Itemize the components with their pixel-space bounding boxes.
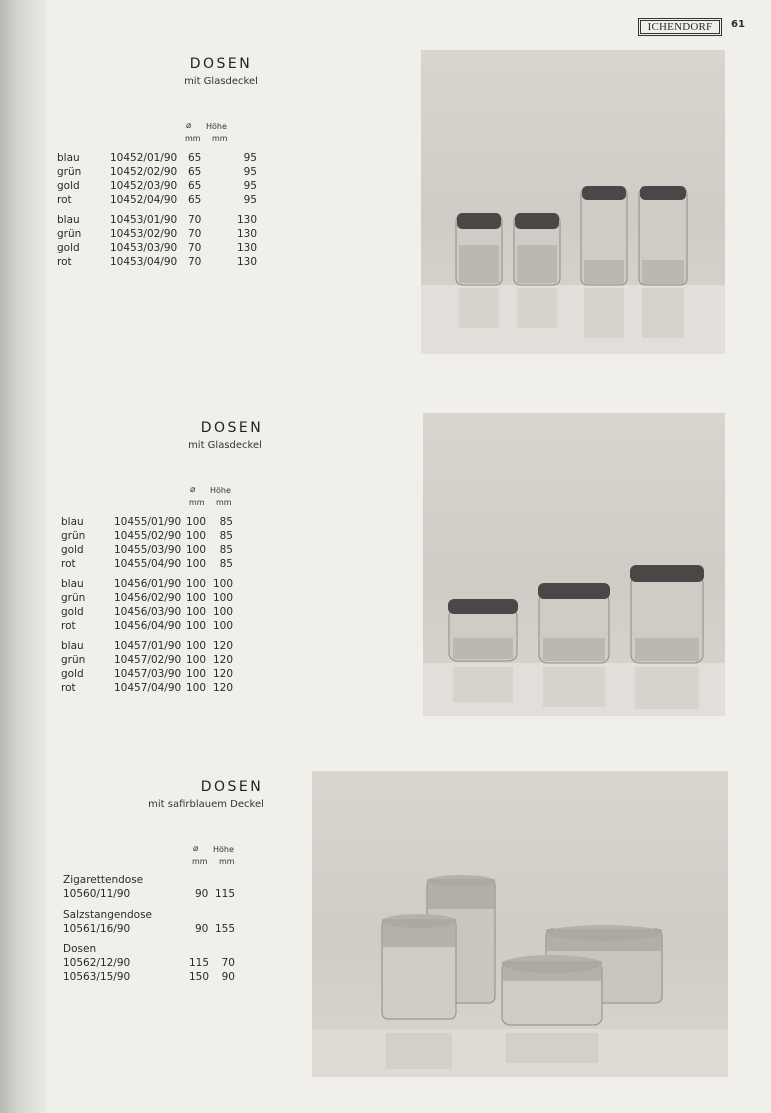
height-cell: 85 — [219, 558, 233, 570]
diameter-cell: 100 — [186, 682, 207, 694]
diameter-symbol: ⌀ — [193, 844, 199, 854]
height-cell: 95 — [243, 152, 257, 164]
height-column-header: Höhe — [213, 845, 234, 854]
diameter-unit: mm — [189, 498, 205, 507]
height-cell: 120 — [212, 682, 233, 694]
product-label: Zigarettendose — [63, 874, 144, 886]
diameter-cell: 90 — [195, 888, 209, 900]
diameter-cell: 100 — [186, 620, 207, 632]
height-cell: 130 — [236, 228, 257, 240]
section-subtitle: mit Glasdeckel — [184, 76, 258, 87]
color-cell: blau — [57, 152, 80, 164]
section-title: DOSEN — [200, 420, 264, 436]
code-cell: 10456/01/90 — [114, 578, 182, 590]
color-cell: blau — [61, 516, 84, 528]
diameter-symbol: ⌀ — [186, 121, 192, 131]
height-cell: 70 — [221, 957, 235, 969]
diameter-cell: 70 — [188, 256, 202, 268]
code-cell: 10452/01/90 — [110, 152, 178, 164]
code-cell: 10457/01/90 — [114, 640, 182, 652]
diameter-cell: 100 — [186, 668, 207, 680]
color-cell: grün — [61, 592, 86, 604]
height-cell: 85 — [219, 530, 233, 542]
section-title: DOSEN — [200, 779, 264, 795]
code-cell: 10456/04/90 — [114, 620, 182, 632]
diameter-cell: 100 — [186, 578, 207, 590]
diameter-cell: 100 — [186, 592, 207, 604]
brand-logo — [638, 18, 722, 36]
code-cell: 10561/16/90 — [63, 923, 131, 935]
height-cell: 95 — [243, 194, 257, 206]
section-title: DOSEN — [189, 56, 253, 72]
height-cell: 85 — [219, 544, 233, 556]
color-cell: rot — [57, 194, 72, 206]
product-photo-jars-glass-lids — [421, 50, 725, 354]
diameter-cell: 100 — [186, 606, 207, 618]
code-cell: 10456/03/90 — [114, 606, 182, 618]
color-cell: rot — [61, 558, 76, 570]
diameter-cell: 100 — [186, 544, 207, 556]
height-cell: 120 — [212, 668, 233, 680]
product-photo-blue-lid-canisters — [312, 771, 728, 1077]
code-cell: 10562/12/90 — [63, 957, 131, 969]
code-cell: 10457/02/90 — [114, 654, 182, 666]
code-cell: 10455/03/90 — [114, 544, 182, 556]
diameter-cell: 100 — [186, 640, 207, 652]
color-cell: gold — [61, 606, 84, 618]
code-cell: 10452/02/90 — [110, 166, 178, 178]
height-cell: 130 — [236, 214, 257, 226]
code-cell: 10457/04/90 — [114, 682, 182, 694]
height-cell: 115 — [214, 888, 235, 900]
height-cell: 130 — [236, 242, 257, 254]
section-subtitle: mit Glasdeckel — [188, 440, 262, 451]
diameter-cell: 70 — [188, 214, 202, 226]
product-label: Dosen — [63, 943, 97, 955]
code-cell: 10453/01/90 — [110, 214, 178, 226]
color-cell: rot — [61, 620, 76, 632]
color-cell: blau — [61, 640, 84, 652]
diameter-unit: mm — [192, 857, 208, 866]
color-cell: blau — [57, 214, 80, 226]
height-unit: mm — [219, 857, 235, 866]
color-cell: blau — [61, 578, 84, 590]
code-cell: 10455/04/90 — [114, 558, 182, 570]
color-cell: rot — [57, 256, 72, 268]
diameter-cell: 100 — [186, 654, 207, 666]
diameter-unit: mm — [185, 134, 201, 143]
code-cell: 10457/03/90 — [114, 668, 182, 680]
height-cell: 85 — [219, 516, 233, 528]
diameter-cell: 150 — [189, 971, 210, 983]
color-cell: grün — [61, 530, 86, 542]
code-cell: 10453/04/90 — [110, 256, 178, 268]
diameter-cell: 115 — [189, 957, 210, 969]
height-cell: 120 — [212, 654, 233, 666]
height-cell: 155 — [214, 923, 235, 935]
height-unit: mm — [212, 134, 228, 143]
book-spine-shadow — [0, 0, 46, 1113]
color-cell: grün — [57, 166, 82, 178]
code-cell: 10455/02/90 — [114, 530, 182, 542]
diameter-cell: 90 — [195, 923, 209, 935]
color-cell: gold — [57, 180, 80, 192]
color-cell: rot — [61, 682, 76, 694]
brand-name: ICHENDORF — [640, 20, 720, 34]
height-cell: 95 — [243, 180, 257, 192]
code-cell: 10560/11/90 — [63, 888, 131, 900]
color-cell: grün — [61, 654, 86, 666]
diameter-cell: 100 — [186, 530, 207, 542]
height-column-header: Höhe — [206, 122, 227, 131]
diameter-cell: 70 — [188, 228, 202, 240]
diameter-cell: 65 — [188, 180, 202, 192]
height-unit: mm — [216, 498, 232, 507]
height-cell: 100 — [212, 592, 233, 604]
height-cell: 90 — [221, 971, 235, 983]
diameter-cell: 100 — [186, 558, 207, 570]
color-cell: gold — [61, 544, 84, 556]
color-cell: grün — [57, 228, 82, 240]
diameter-cell: 65 — [188, 152, 202, 164]
page-number: 61 — [731, 19, 745, 30]
diameter-symbol: ⌀ — [190, 485, 196, 495]
code-cell: 10453/03/90 — [110, 242, 178, 254]
code-cell: 10452/03/90 — [110, 180, 178, 192]
code-cell: 10455/01/90 — [114, 516, 182, 528]
code-cell: 10563/15/90 — [63, 971, 131, 983]
product-photo-wide-jars — [423, 413, 725, 716]
section-subtitle: mit safirblauem Deckel — [148, 799, 264, 810]
diameter-cell: 70 — [188, 242, 202, 254]
diameter-cell: 100 — [186, 516, 207, 528]
code-cell: 10456/02/90 — [114, 592, 182, 604]
height-cell: 130 — [236, 256, 257, 268]
diameter-cell: 65 — [188, 194, 202, 206]
height-cell: 120 — [212, 640, 233, 652]
color-cell: gold — [61, 668, 84, 680]
diameter-cell: 65 — [188, 166, 202, 178]
height-column-header: Höhe — [210, 486, 231, 495]
height-cell: 100 — [212, 578, 233, 590]
color-cell: gold — [57, 242, 80, 254]
height-cell: 95 — [243, 166, 257, 178]
code-cell: 10452/04/90 — [110, 194, 178, 206]
product-label: Salzstangendose — [63, 909, 153, 921]
height-cell: 100 — [212, 606, 233, 618]
height-cell: 100 — [212, 620, 233, 632]
code-cell: 10453/02/90 — [110, 228, 178, 240]
